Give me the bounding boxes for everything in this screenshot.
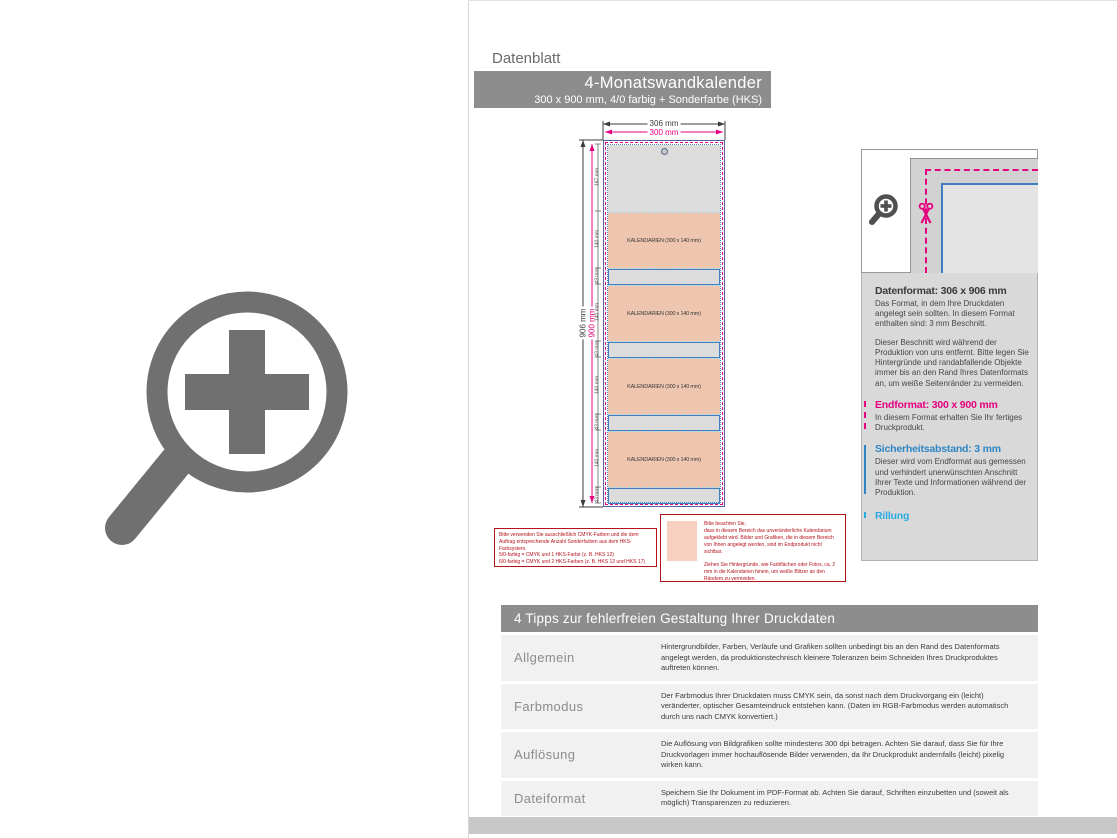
segment-label: 43 mm — [594, 487, 601, 503]
tip-text: Die Auflösung von Bildgrafiken sollte mindestens 300 dpi betragen. Achten Sie darauf, dass Sie für Ihre Druckvorlagen immer hochauflösende Bilder verwenden, da Ihr Druckprodukt andernfalls (leicht) pixelig wirken kann. — [661, 739, 1005, 769]
calendar-diagram — [603, 140, 725, 507]
calendar-block — [608, 358, 720, 415]
crease-strip — [608, 488, 720, 504]
tip-label: Farbmodus — [514, 698, 584, 714]
tip-text: Der Farbmodus Ihrer Druckdaten muss CMYK sein, da sonst nach dem Druckvorgang ein (leicht) veränderter, optischer Gesamteindruck entstehen kann. (Daten im RGB-Farbmodus werden automatisch durch uns nach CMYK konvertiert.) — [661, 690, 1009, 721]
detail-safe-area — [942, 184, 1038, 273]
calendar-block-label: KALENDARIEN (300 x 140 mm) — [627, 310, 701, 317]
tip-text: Speichern Sie Ihr Dokument im PDF-Format ab. Achten Sie darauf, Schriften einzubetten und (soweit als möglich) Transparenzen zu reduzieren. — [661, 787, 1009, 807]
datenformat-text-2: Dieser Beschnitt wird während der Produktion von uns entfernt. Bitte legen Sie Hintergründe und randabfallende Objekte immer bis an den Rand Ihres Datenformats an, um weiße Seitenränder zu vermeiden. — [875, 337, 1029, 388]
segment-label: 167 mm — [594, 167, 601, 187]
magnifier-plus-icon — [868, 192, 904, 230]
sicherheitsabstand-text: Dieser wird vom Endformat aus gemessen und verhindert unerwünschten Anschnitt Ihrer Texte und Informationen während der Produktion. — [875, 457, 1027, 498]
product-title-bar — [474, 71, 771, 108]
kalendarium-note-p1: dass in diesem Bereich das unveränderliche Kalendarium aufgeklebt wird. Bilder und Grafiken, die in diesem Bereich von Ihnen angelegt werden, sind im Endprodukt nicht sichtbar. — [704, 528, 834, 555]
tip-label: Allgemein — [514, 650, 575, 666]
tip-label: Dateiformat — [514, 790, 586, 806]
segment-label: 43 mm — [594, 268, 601, 284]
sicherheitsabstand-section — [875, 443, 1029, 498]
corner-detail-box — [861, 149, 1038, 273]
kalendarium-note-p2: Ziehen Sie Hintergründe, wie Farbflächen oder Fotos, ca. 2 mm in die Kalendarien hinein, um weiße Blitzer an den Rändern zu vermeiden. — [704, 562, 836, 582]
calendar-block — [608, 212, 720, 269]
cut-line-horizontal — [925, 169, 1038, 171]
rillung-heading: Rillung — [875, 510, 910, 523]
cmyk-hks-note — [494, 528, 657, 567]
table-row — [501, 635, 1038, 681]
format-info-panel — [861, 273, 1038, 561]
safety-line-sample — [864, 445, 866, 494]
kalendarium-note — [660, 514, 846, 582]
endformat-line-sample — [864, 401, 866, 429]
dim-width-outer: 306 mm — [649, 119, 679, 128]
segment-label: 140 mm — [594, 375, 601, 395]
cmyk-note-text: Bitte verwenden Sie ausschließlich CMYK-Farben und die dem Auftrag entsprechende Anzahl Sonderfarben aus dem HKS-Farbsystem. — [499, 532, 639, 552]
table-row — [501, 684, 1038, 730]
detail-bleed-area — [910, 158, 1038, 273]
kalendarium-color-swatch — [667, 521, 697, 561]
endformat-heading: Endformat: 300 x 900 mm — [875, 398, 998, 411]
tips-header: 4 Tipps zur fehlerfreien Gestaltung Ihrer Druckdaten — [501, 605, 1038, 632]
rillung-line-sample — [864, 512, 866, 518]
crease-strip — [608, 269, 720, 285]
calendar-block-label: KALENDARIEN (300 x 140 mm) — [627, 456, 701, 463]
scissors-icon — [918, 203, 934, 225]
product-title: 4-Monatswandkalender — [584, 74, 762, 92]
crease-strip — [608, 342, 720, 358]
tips-table — [501, 605, 1038, 819]
zoom-in-icon[interactable] — [95, 270, 365, 560]
table-row — [501, 732, 1038, 778]
hanging-hole-icon — [661, 148, 668, 155]
table-row — [501, 781, 1038, 816]
rillung-section — [875, 510, 1029, 522]
tip-text: Hintergrundbilder, Farben, Verläufe und Grafiken sollten unbedingt bis an den Rand des Datenformats angelegt werden, da produktionstechnisch kleinere Toleranzen beim Schneiden Ihres Druckproduktes auftreten können. — [661, 642, 1000, 672]
safety-line-vertical — [941, 183, 943, 273]
segment-label: 140 mm — [594, 448, 601, 468]
segment-label: 140 mm — [594, 229, 601, 249]
dim-width-endformat: 300 mm — [649, 128, 679, 137]
endformat-text: In diesem Format erhalten Sie Ihr fertiges Druckprodukt. — [875, 412, 1023, 433]
datenformat-section — [875, 285, 1029, 389]
safety-line-horizontal — [941, 183, 1038, 185]
segment-label: 140 mm — [594, 302, 601, 322]
endformat-section — [875, 399, 1029, 433]
dim-height-endformat: 900 mm — [587, 308, 597, 338]
sicherheitsabstand-heading: Sicherheitsabstand: 3 mm — [875, 443, 1001, 456]
segment-label: 43 mm — [594, 414, 601, 430]
product-subtitle: 300 x 900 mm, 4/0 farbig + Sonderfarbe (HKS) — [534, 94, 762, 106]
segment-label: 43 mm — [594, 341, 601, 357]
cmyk-note-6-0: 6/0-farbig = CMYK und 2 HKS-Farben (z. B. HKS 12 und HKS 17) — [499, 559, 646, 565]
cmyk-note-5-0: 5/0-farbig = CMYK und 1 HKS-Farbe (z. B. HKS 12) — [499, 552, 614, 559]
dim-height-outer: 906 mm — [578, 308, 588, 338]
datasheet-page — [468, 0, 1117, 838]
datenblatt-tab — [475, 47, 592, 71]
datenformat-text-1: Das Format, in dem Ihre Druckdaten angelegt sein sollten. In diesem Format enthalten sind: 3 mm Beschnitt. — [875, 299, 1015, 329]
calendar-block — [608, 285, 720, 342]
calendar-block — [608, 431, 720, 488]
kalendarium-note-intro: Bitte beachten Sie, — [704, 521, 746, 527]
footer-bar — [469, 817, 1117, 834]
image-area — [608, 145, 720, 212]
kalendarium-note-text — [704, 521, 839, 582]
tip-label: Auflösung — [514, 747, 576, 763]
calendar-block-label: KALENDARIEN (300 x 140 mm) — [627, 383, 701, 390]
datenformat-heading: Datenformat: 306 x 906 mm — [875, 285, 1007, 297]
datenblatt-label: Datenblatt — [492, 50, 561, 67]
crease-strip — [608, 415, 720, 431]
calendar-block-label: KALENDARIEN (300 x 140 mm) — [627, 237, 701, 244]
